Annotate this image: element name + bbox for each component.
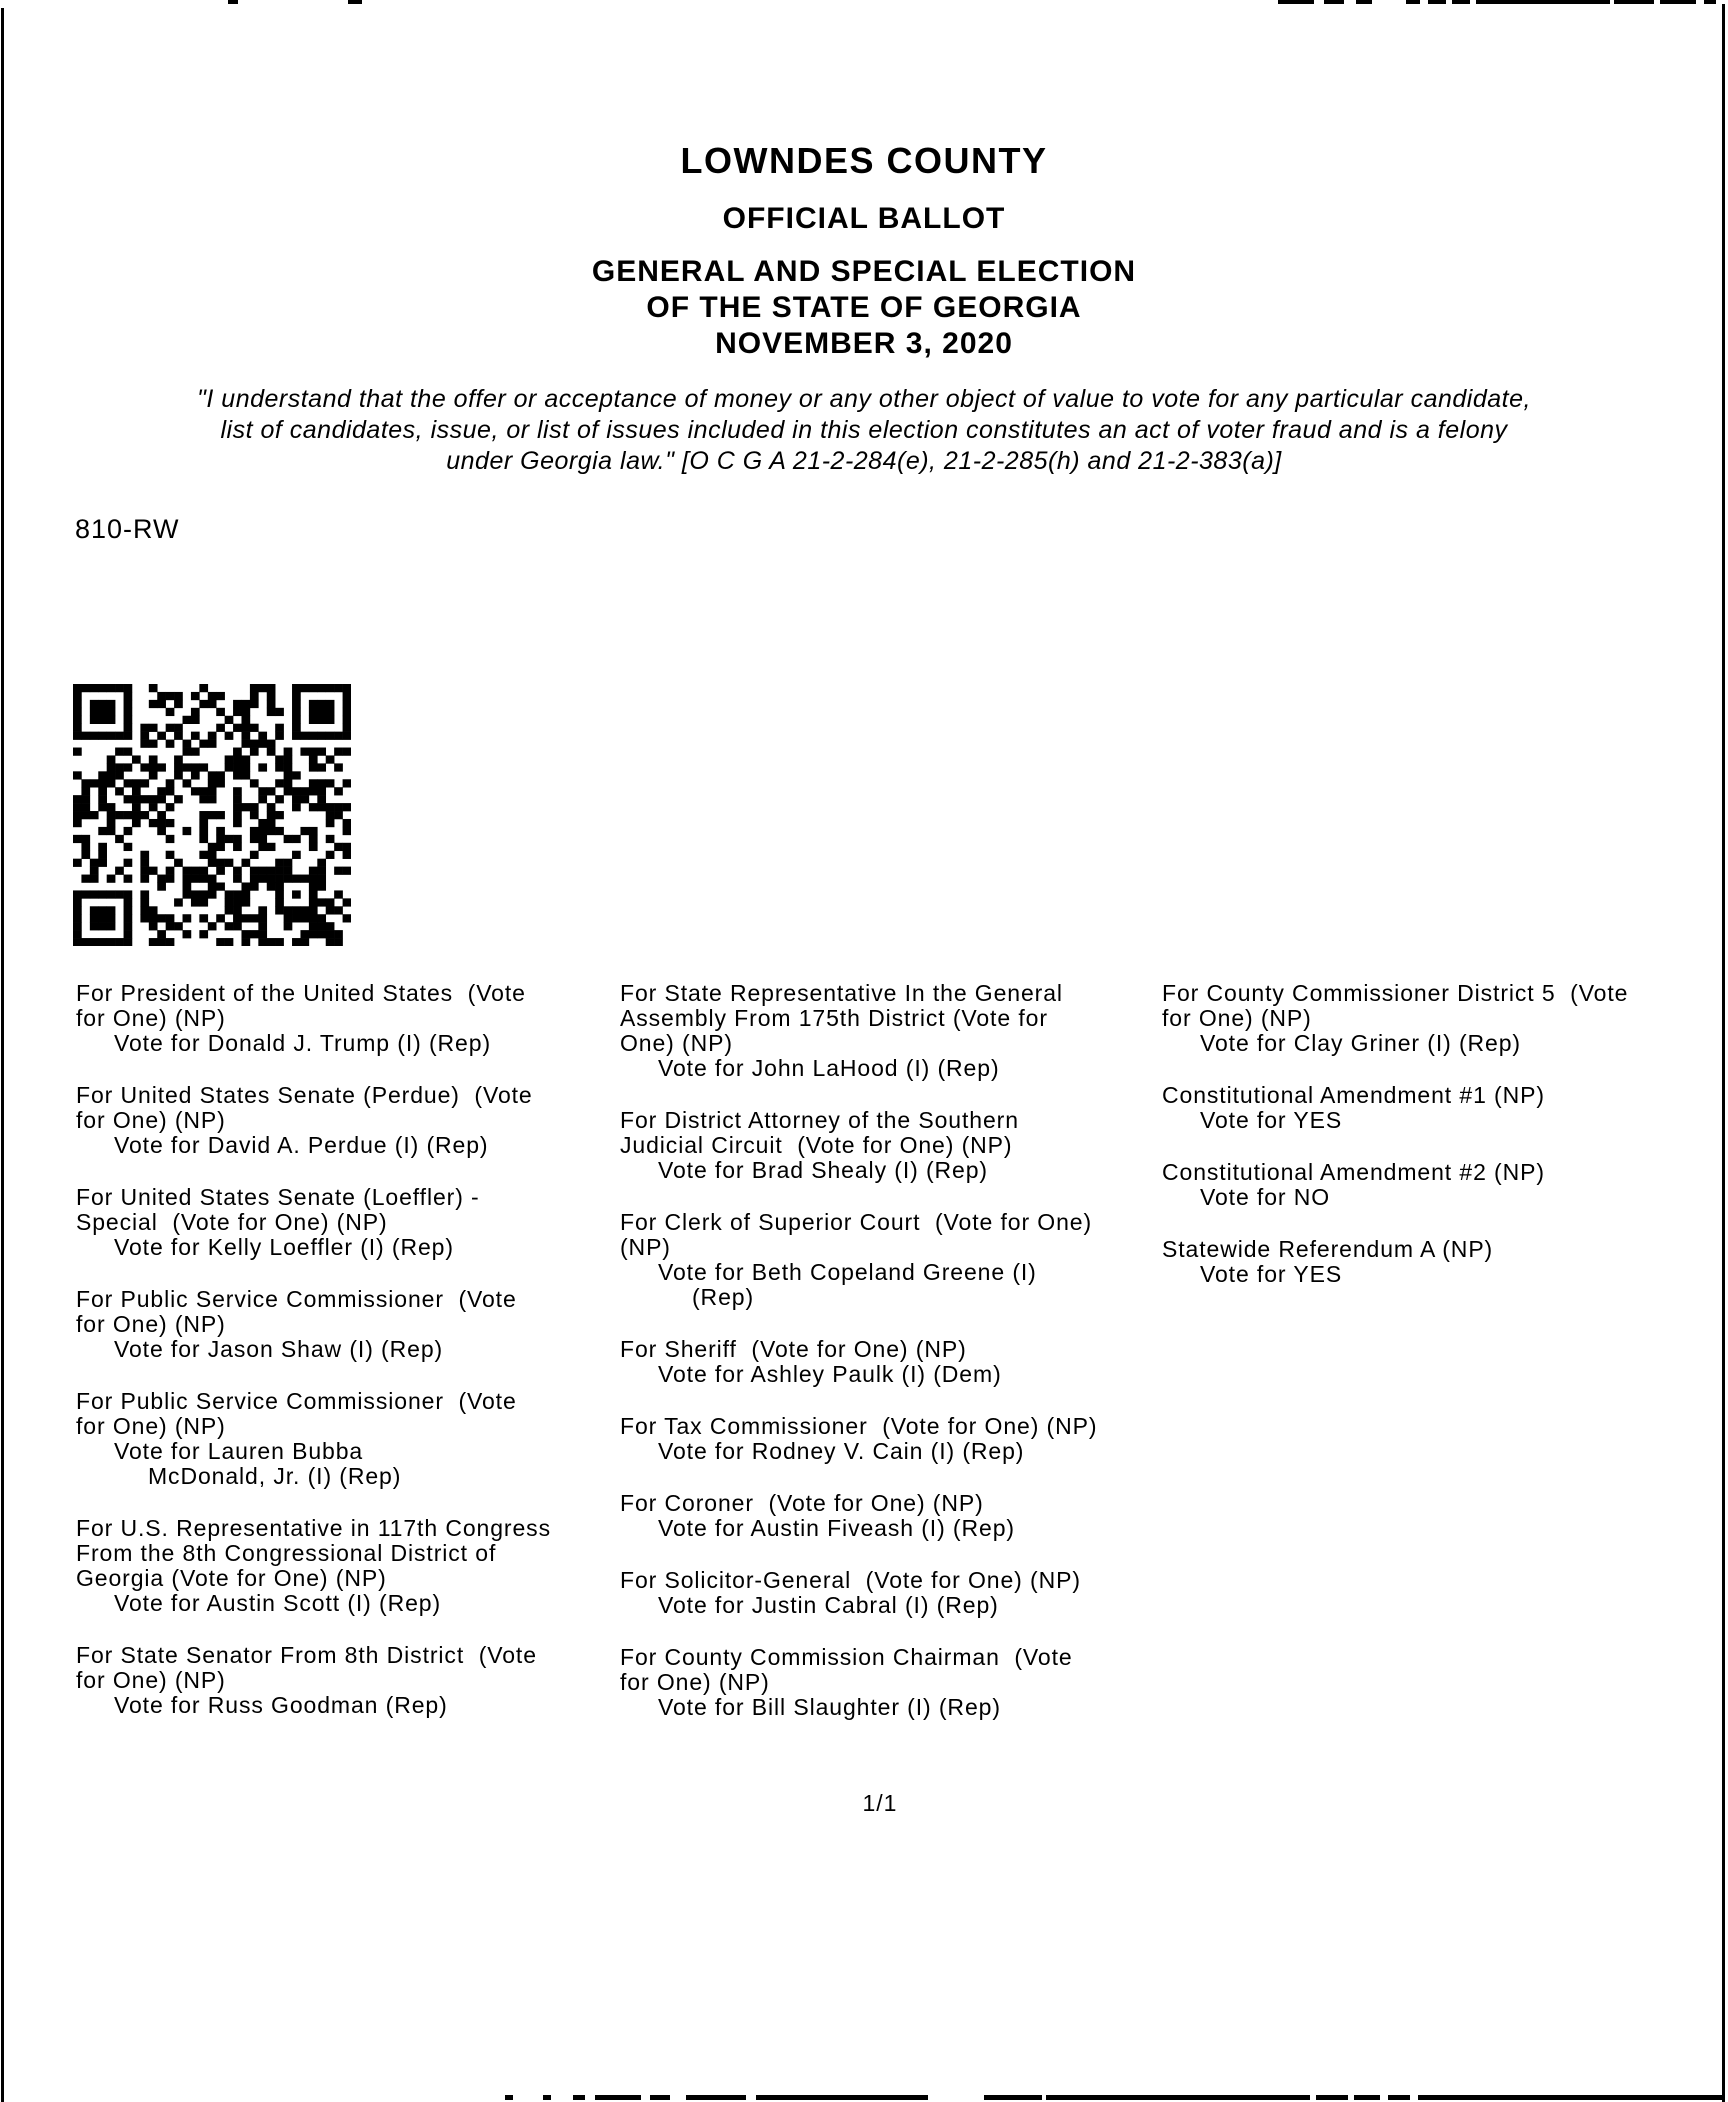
contest [620, 1414, 1180, 1464]
edge-dash [1388, 2095, 1410, 2100]
voter-fraud-disclaimer [34, 384, 1694, 477]
contest-title-line: Assembly From 175th District (Vote for [620, 1005, 1048, 1031]
edge-dash [650, 2095, 670, 2100]
contest [76, 1083, 636, 1158]
contest-vote-line: Vote for Austin Scott (I) (Rep) [114, 1590, 442, 1616]
contest-title-line: For Coroner (Vote for One) (NP) [620, 1490, 984, 1516]
election-title-line: NOVEMBER 3, 2020 [715, 327, 1013, 360]
ballot-qr-code [73, 684, 351, 946]
edge-dash [1418, 2095, 1460, 2100]
edge-dash [1660, 0, 1696, 4]
contest-title-line: for One) (NP) [76, 1667, 226, 1693]
edge-dash [595, 2095, 641, 2100]
contest-title-line: For Tax Commissioner (Vote for One) (NP) [620, 1413, 1098, 1439]
contest-title-line: Judicial Circuit (Vote for One) (NP) [620, 1132, 1013, 1158]
contest-vote-line: Vote for Justin Cabral (I) (Rep) [658, 1592, 999, 1618]
contest [620, 1210, 1180, 1310]
edge-dash [1704, 0, 1716, 4]
edge-dash [1476, 0, 1610, 4]
contest-title-line: For Public Service Commissioner (Vote [76, 1286, 517, 1312]
contest-title-line: For Solicitor-General (Vote for One) (NP) [620, 1567, 1081, 1593]
contest [1162, 981, 1728, 1056]
contest-title-line: Constitutional Amendment #2 (NP) [1162, 1159, 1545, 1185]
edge-dash [1460, 2095, 1722, 2100]
contest-title-line: One) (NP) [620, 1030, 733, 1056]
contest-title-line: For State Senator From 8th District (Vote [76, 1642, 537, 1668]
ballot-column-2 [620, 981, 1180, 1747]
contest-vote-line: Vote for Bill Slaughter (I) (Rep) [658, 1694, 1001, 1720]
contest [620, 1491, 1180, 1541]
disclaimer-line: "I understand that the offer or acceptance of money or any other object of value to vote for any particular candidate, [197, 385, 1531, 413]
contest-title-line: For County Commissioner District 5 (Vote [1162, 980, 1629, 1006]
contest-vote-line: McDonald, Jr. (I) (Rep) [148, 1463, 402, 1489]
contest [620, 1108, 1180, 1183]
contest-title-line: For United States Senate (Loeffler) - [76, 1184, 480, 1210]
contest-vote-line: Vote for Brad Shealy (I) (Rep) [658, 1157, 988, 1183]
contest-title-line: For Sheriff (Vote for One) (NP) [620, 1336, 967, 1362]
edge-dash [1278, 0, 1314, 4]
contest-title-line: From the 8th Congressional District of [76, 1540, 497, 1566]
edge-dash [348, 0, 362, 4]
contest [76, 981, 636, 1056]
contest-title-line: For President of the United States (Vote [76, 980, 526, 1006]
contest-title-line: (NP) [620, 1234, 671, 1260]
contest-vote-line: Vote for Russ Goodman (Rep) [114, 1692, 448, 1718]
contest-vote-line: Vote for Beth Copeland Greene (I) [658, 1259, 1037, 1285]
disclaimer-line: list of candidates, issue, or list of issues included in this election constitutes an act of voter fraud and is a felony [220, 416, 1508, 444]
contest-title-line: For Clerk of Superior Court (Vote for One) [620, 1209, 1093, 1235]
contest-title-line: For U.S. Representative in 117th Congress [76, 1515, 551, 1541]
edge-dash [1316, 2095, 1348, 2100]
contest [1162, 1237, 1728, 1287]
edge-dash [686, 2095, 746, 2100]
edge-dash [1614, 0, 1654, 4]
contest-title-line: for One) (NP) [76, 1311, 226, 1337]
contest-vote-line: (Rep) [692, 1284, 755, 1310]
contest-vote-line: Vote for Clay Griner (I) (Rep) [1200, 1030, 1521, 1056]
election-title-line: OF THE STATE OF GEORGIA [646, 291, 1082, 324]
contest-vote-line: Vote for NO [1200, 1184, 1331, 1210]
contest [620, 1337, 1180, 1387]
contest-vote-line: Vote for Ashley Paulk (I) (Dem) [658, 1361, 1002, 1387]
contest-title-line: Constitutional Amendment #1 (NP) [1162, 1082, 1545, 1108]
ballot-column-3 [1162, 981, 1728, 1314]
contest [76, 1643, 636, 1718]
contest [76, 1516, 636, 1616]
contest [1162, 1160, 1728, 1210]
edge-dash [1354, 2095, 1380, 2100]
contest [76, 1287, 636, 1362]
contest-title-line: for One) (NP) [76, 1107, 226, 1133]
ballot-type-title: OFFICIAL BALLOT [722, 202, 1006, 235]
contest-title-line: Special (Vote for One) (NP) [76, 1209, 388, 1235]
edge-dash [756, 2095, 928, 2100]
edge-dash [1324, 0, 1344, 4]
contest-title-line: for One) (NP) [1162, 1005, 1312, 1031]
contest-title-line: For District Attorney of the Southern [620, 1107, 1019, 1133]
contest-vote-line: Vote for David A. Perdue (I) (Rep) [114, 1132, 489, 1158]
contest-title-line: For Public Service Commissioner (Vote [76, 1388, 517, 1414]
edge-dash [573, 2095, 585, 2100]
contest [76, 1389, 636, 1489]
ballot-county-title: LOWNDES COUNTY [680, 140, 1048, 181]
contest [620, 981, 1180, 1081]
election-title [0, 254, 1728, 362]
contest-vote-line: Vote for Kelly Loeffler (I) (Rep) [114, 1234, 454, 1260]
precinct-code: 810-RW [75, 514, 180, 544]
contest-vote-line: Vote for John LaHood (I) (Rep) [658, 1055, 1000, 1081]
ballot-column-1 [76, 981, 636, 1745]
contest-title-line: Statewide Referendum A (NP) [1162, 1236, 1494, 1262]
contest-vote-line: Vote for Lauren Bubba [114, 1438, 364, 1464]
edge-dash [543, 2095, 551, 2100]
edge-dash [1356, 0, 1372, 4]
edge-dash [1428, 0, 1446, 4]
contest-title-line: For United States Senate (Perdue) (Vote [76, 1082, 533, 1108]
contest-vote-line: Vote for Austin Fiveash (I) (Rep) [658, 1515, 1015, 1541]
edge-dash [1046, 2095, 1310, 2100]
edge-dash [984, 2095, 1042, 2100]
contest-title-line: Georgia (Vote for One) (NP) [76, 1565, 387, 1591]
contest-title-line: For County Commission Chairman (Vote [620, 1644, 1073, 1670]
contest-vote-line: Vote for Jason Shaw (I) (Rep) [114, 1336, 444, 1362]
contest-vote-line: Vote for YES [1200, 1261, 1343, 1287]
contest [1162, 1083, 1728, 1133]
contest-title-line: for One) (NP) [620, 1669, 770, 1695]
contest-vote-line: Vote for Donald J. Trump (I) (Rep) [114, 1030, 492, 1056]
contest-title-line: for One) (NP) [76, 1005, 226, 1031]
contest-title-line: for One) (NP) [76, 1413, 226, 1439]
edge-dash [228, 0, 238, 4]
contest [620, 1645, 1180, 1720]
contest [76, 1185, 636, 1260]
contest-vote-line: Vote for YES [1200, 1107, 1343, 1133]
contest-title-line: For State Representative In the General [620, 980, 1063, 1006]
contest [620, 1568, 1180, 1618]
contest-vote-line: Vote for Rodney V. Cain (I) (Rep) [658, 1438, 1025, 1464]
edge-dash [1406, 0, 1420, 4]
edge-dash [505, 2095, 513, 2100]
edge-dash [1452, 0, 1470, 4]
page-number: 1/1 [862, 1790, 898, 1816]
election-title-line: GENERAL AND SPECIAL ELECTION [591, 255, 1137, 288]
disclaimer-line: under Georgia law." [O C G A 21-2-284(e), 21-2-285(h) and 21-2-383(a)] [446, 447, 1282, 475]
